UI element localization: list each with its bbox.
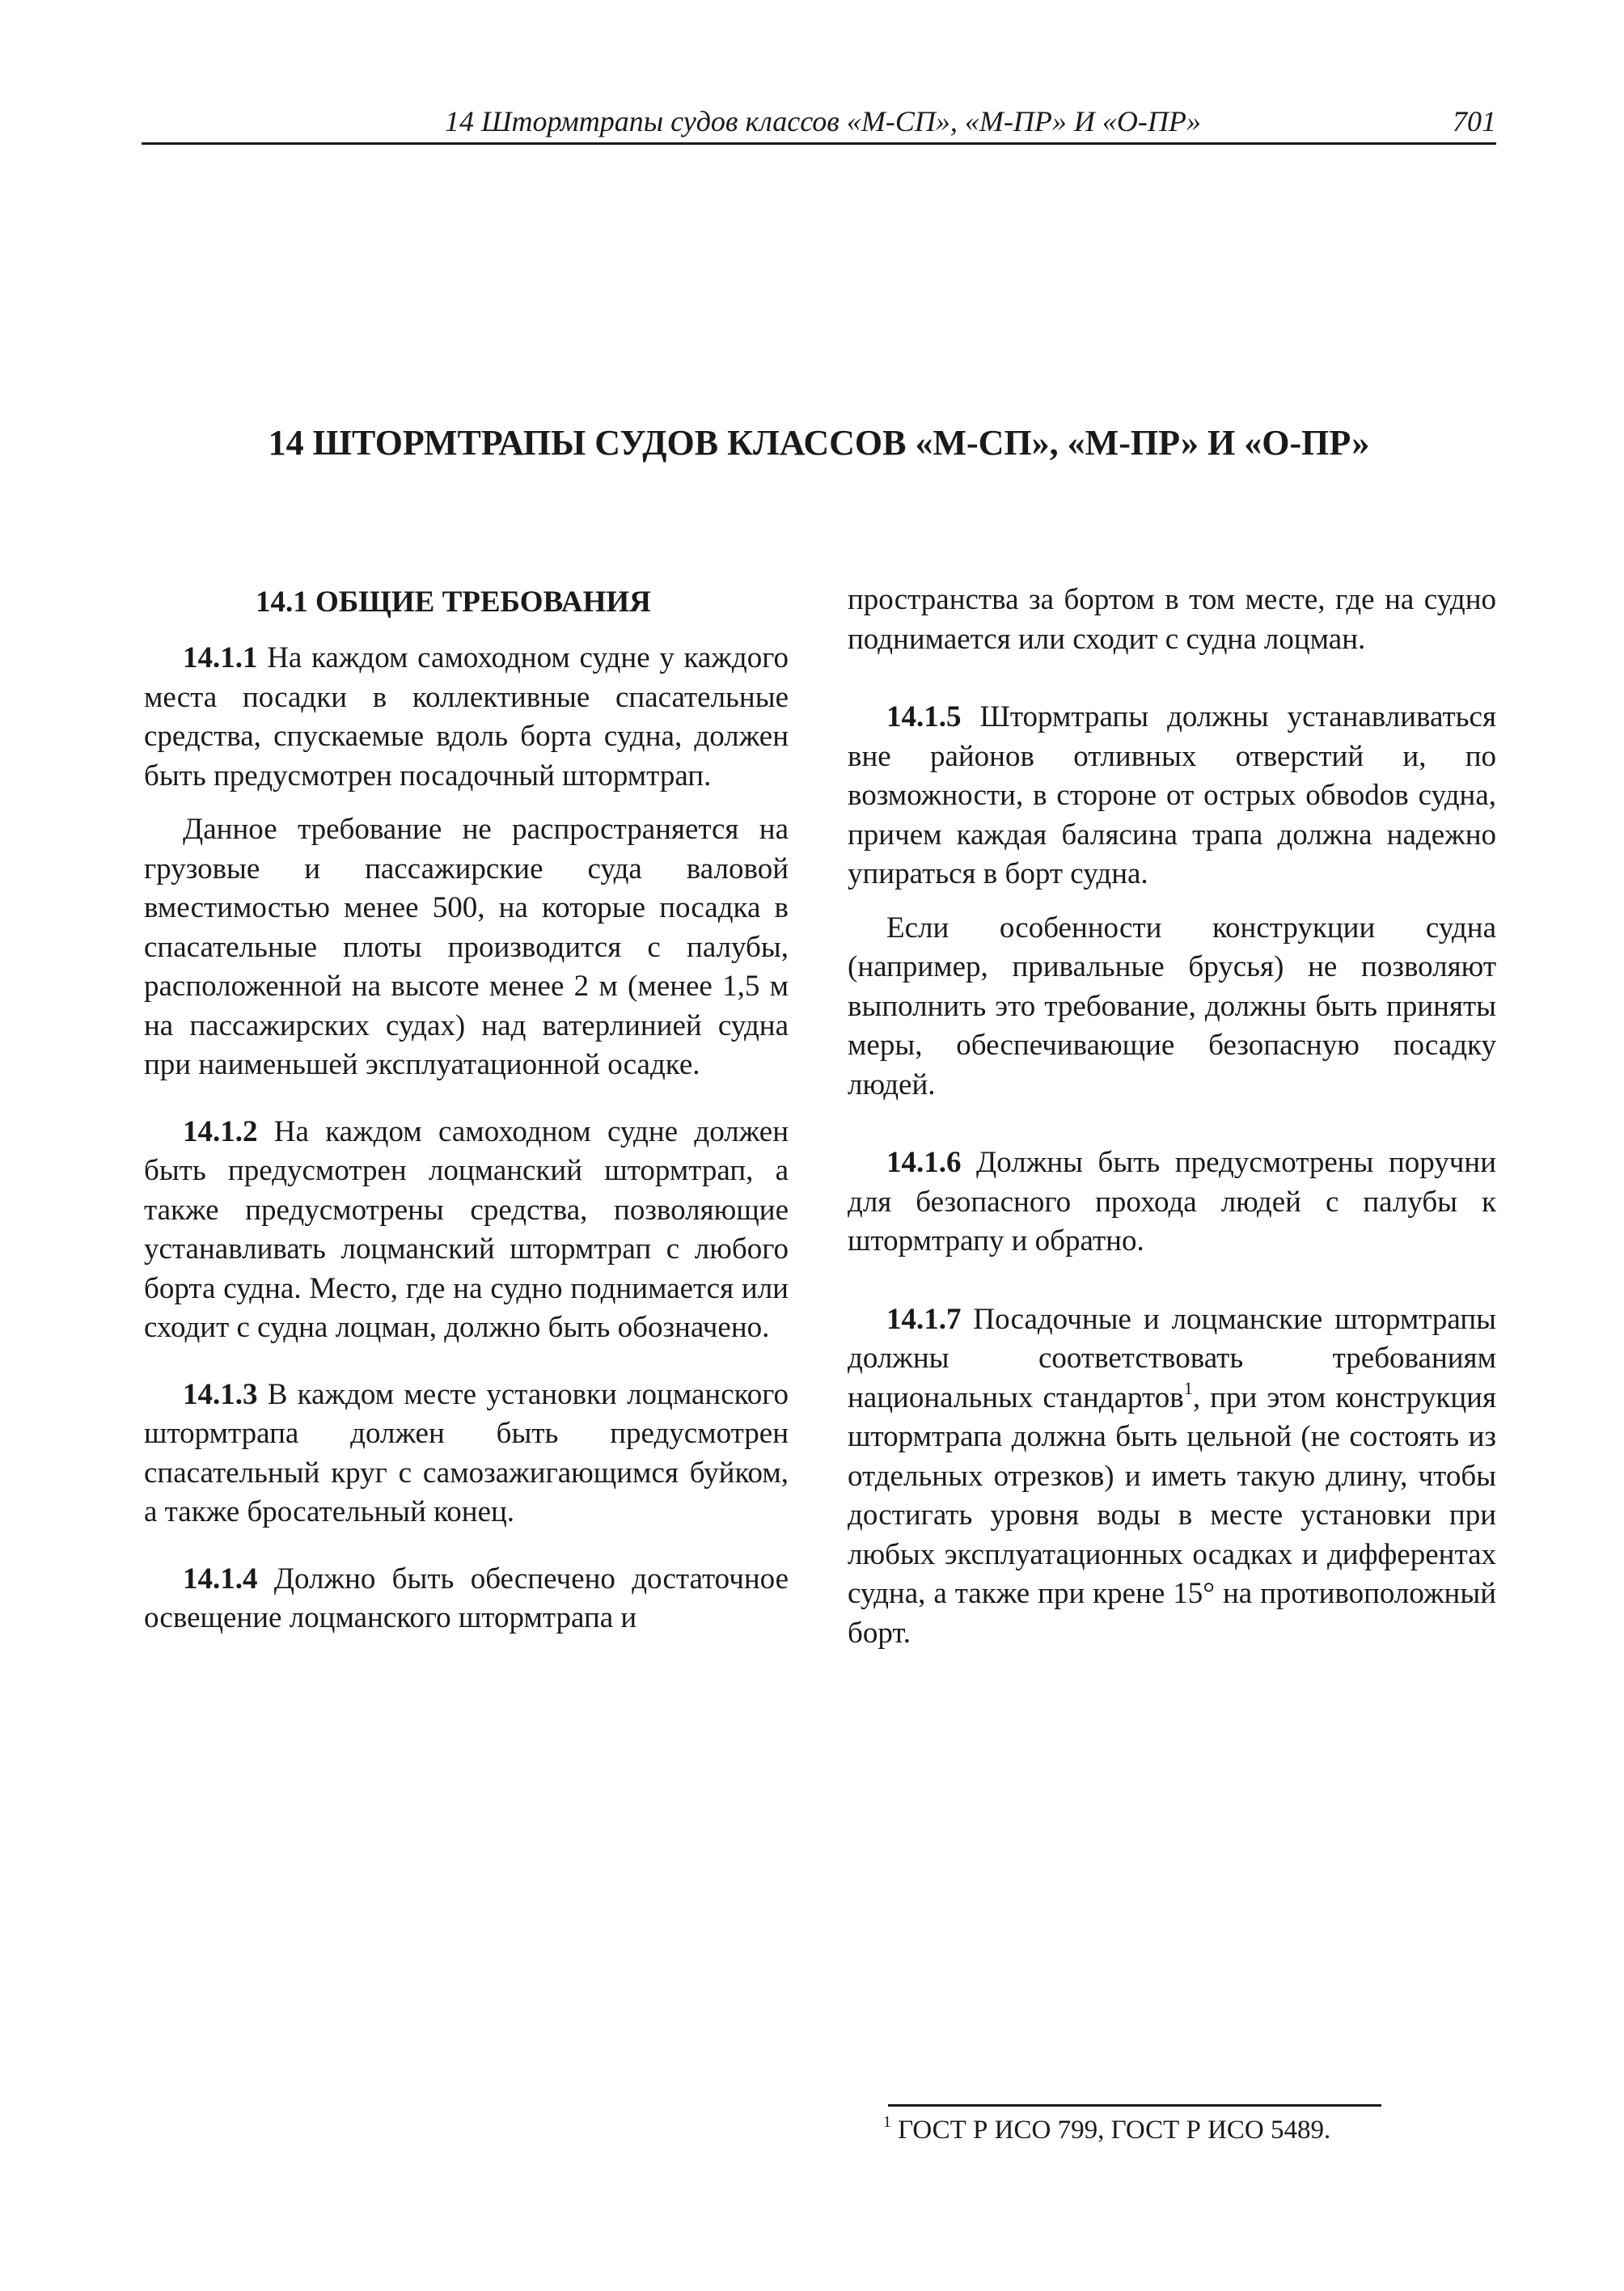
footnote-marker: 1	[883, 2113, 891, 2132]
paragraph-14-1-2	[144, 1113, 789, 1348]
paragraph-14-1-4-continuation: пространства за бортом в том месте, где на судно поднимается или сходит с судна лоцман.	[848, 583, 1496, 656]
section-heading: 14.1 ОБЩИЕ ТРЕБОВАНИЯ	[256, 585, 651, 619]
paragraph-text: , при этом конструкция штормтрапа должна быть цельной (не состоять из отдельных отрезков) и иметь такую длину, чтобы достигать уровня воды в месте установки при любых эксплуатационных осадках и дифферентах судна, а также при крене 15° на противоположный борт.	[848, 1380, 1496, 1650]
paragraph-14-1-6	[848, 1143, 1496, 1262]
paragraph-text: На каждом самоходном судне у каждого места посадки в коллективные спасательные средства, спускаемые вдоль борта судна, должен быть предусмотрен посадочный штормтрап.	[144, 641, 789, 793]
paragraph-text: В каждом месте установки лоцманского штормтрапа должен быть предусмотрен спасательный круг с самозажигающимся буйком, а также бросательный конец.	[144, 1377, 789, 1528]
paragraph-number: 14.1.3	[183, 1377, 258, 1411]
footnote-text: ГОСТ Р ИСО 799, ГОСТ Р ИСО 5489.	[890, 2116, 1331, 2145]
paragraph-number: 14.1.5	[886, 700, 962, 733]
footnote	[883, 2112, 1330, 2148]
running-title: 14 Штормтрапы судов классов «М-СП», «М-ПР» И «О-ПР»	[445, 105, 1201, 137]
chapter-title: 14 ШТОРМТРАПЫ СУДОВ КЛАССОВ «М-СП», «М-ПР» И «О-ПР»	[268, 423, 1370, 463]
paragraph-text: Должны быть предусмотрены поручни для безопасного прохода людей с палубы к штормтрапу и обратно.	[848, 1146, 1496, 1258]
left-column	[144, 581, 789, 1638]
paragraph-14-1-7	[848, 1300, 1496, 1654]
paragraph-14-1-5	[848, 698, 1496, 894]
paragraph-14-1-5-continuation: Если особенности конструкции судна (например, привальные брусья) не позволяют выполнить это требование, должны быть приняты меры, обеспечивающие безопасную посадку людей.	[848, 911, 1496, 1101]
paragraph-text: На каждом самоходном судне должен быть предусмотрен лоцманский штормтрап, а также предусмотрены средства, позволяющие устанавливать лоцманский штормтрап с любого борта судна. Место, где на судно поднимается или сходит с судна лоцман, должно быть обозначено.	[144, 1114, 789, 1344]
paragraph-text: Должно быть обеспечено достаточное освещение лоцманского штормтрапа и	[144, 1562, 789, 1634]
paragraph-number: 14.1.7	[886, 1302, 962, 1336]
paragraph-number: 14.1.4	[183, 1562, 258, 1596]
paragraph-text: Штормтрапы должны устанавливаться вне районов отливных отверстий и, по возможности, в стороне от острых обвоdов судна, причем каждая балясина трапа должна надежно упираться в борт судна.	[848, 700, 1496, 890]
right-column	[848, 581, 1496, 1653]
paragraph-number: 14.1.6	[886, 1146, 962, 1179]
running-header	[142, 104, 1496, 145]
paragraph-14-1-3	[144, 1376, 789, 1532]
paragraph-text: Посадочные и лоцманские штормтрапы должны соответствовать требованиям национальных стандартов	[848, 1302, 1496, 1414]
paragraph-number: 14.1.2	[183, 1114, 258, 1148]
page-number: 701	[1453, 105, 1496, 137]
paragraph-number: 14.1.1	[183, 641, 258, 674]
paragraph-14-1-1	[144, 639, 789, 796]
footnote-divider	[888, 2104, 1381, 2107]
footnote-reference: 1	[1183, 1377, 1193, 1398]
paragraph-14-1-1-continuation: Данное требование не распространяется на грузовые и пассажирские суда валовой вместимостью менее 500, на которые посадка в спасательные плоты производится с палубы, расположенной на высоте менее 2 м (менее 1,5 м на пассажирских судах) над ватерлинией судна при наименьшей эксплуатационной осадке.	[144, 813, 789, 1081]
paragraph-14-1-4	[144, 1560, 789, 1638]
